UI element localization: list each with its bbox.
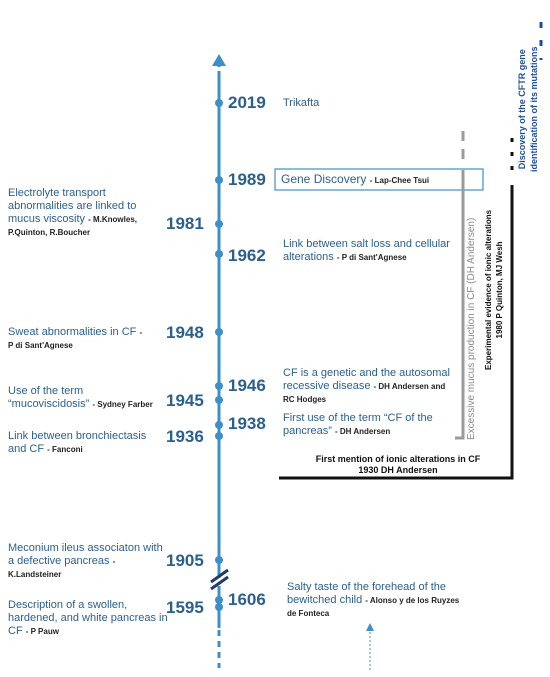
event-trikafta — [283, 97, 319, 110]
timeline-dot — [215, 556, 223, 564]
mucus-bracket-line — [455, 170, 463, 438]
year-1989: 1989 — [228, 170, 266, 189]
event-salt-loss — [283, 238, 453, 264]
ionic-evidence-label — [483, 210, 505, 370]
event-electrolyte — [8, 187, 168, 239]
timeline-dot — [215, 382, 223, 390]
mucus-production-label: Excessive mucus production in CF (DH Andersen) — [466, 217, 477, 440]
year-1595: 1595 — [166, 598, 204, 617]
event-text: Electrolyte transport abnormalities are linked to mucus viscosity — [8, 187, 137, 225]
ionic-evidence-line2: 1980 P Quinton, MJ Wesh — [495, 241, 504, 339]
event-sweat — [8, 326, 148, 352]
event-author: - M.Knowles, P.Quinton, R.Boucher — [8, 215, 137, 237]
event-text: Use of the term “mucoviscidosis” — [8, 385, 90, 410]
event-author: - Fanconi — [47, 445, 83, 454]
event-first-use — [283, 412, 455, 438]
event-text: Trikafta — [283, 97, 320, 109]
event-gene-discovery — [281, 173, 429, 187]
timeline-dot — [215, 603, 223, 611]
year-1936: 1936 — [166, 427, 204, 446]
event-bronchiectasis — [8, 430, 150, 456]
event-author: - K.Landsteiner — [8, 557, 116, 579]
year-1945: 1945 — [166, 391, 204, 410]
ionic-evidence-line1: Experimental evidence of ionic alterations — [484, 209, 493, 370]
event-text: Gene Discovery — [281, 172, 367, 186]
timeline-dot — [215, 421, 223, 429]
event-author: - Sydney Farber — [92, 400, 153, 409]
event-text: Meconium ileus associaton with a defective pancreas — [8, 542, 163, 567]
year-1905: 1905 — [166, 551, 204, 570]
event-author: - Alonso y de los Ruyzes de Fonteca — [287, 596, 460, 618]
event-text: First use of the term “CF of the pancreas” — [283, 412, 433, 437]
cftr-discovery-line2: identification of its mutations — [529, 46, 539, 172]
cftr-discovery-label — [516, 47, 540, 173]
event-author: - DH Andersen — [334, 427, 391, 436]
event-author: - P di Sant'Agnese — [8, 328, 143, 350]
first-mention-line1: First mention of ionic alterations in CF — [315, 454, 481, 464]
first-mention-note — [288, 454, 508, 476]
event-author: - Lap-Chee Tsui — [369, 176, 430, 185]
event-text: Sweat abnormalities in CF — [8, 326, 137, 338]
event-genetic-disease — [283, 367, 455, 406]
pointer-arrowhead — [366, 623, 374, 631]
event-author: - DH Andersen and RC Hodges — [283, 382, 446, 404]
year-1946: 1946 — [228, 376, 266, 395]
timeline-dot — [215, 220, 223, 228]
event-text: Description of a swollen, hardened, and white pancreas in CF — [8, 599, 168, 637]
event-author: - P di Sant'Agnese — [336, 253, 407, 262]
timeline-dot — [215, 396, 223, 404]
event-author: - P Pauw — [25, 627, 59, 636]
year-1981: 1981 — [166, 214, 204, 233]
event-pancreas — [8, 599, 168, 638]
timeline-dot — [215, 99, 223, 107]
timeline-arrowhead — [212, 54, 226, 66]
timeline-dot — [215, 176, 223, 184]
timeline-dot — [215, 328, 223, 336]
event-text: Salty taste of the forehead of the bewitched child — [287, 581, 446, 606]
event-text: CF is a genetic and the autosomal recessive disease — [283, 367, 450, 392]
year-1606: 1606 — [228, 590, 266, 609]
event-text: Link between bronchiectasis and CF — [8, 430, 147, 455]
event-salty-taste — [287, 581, 465, 620]
year-1948: 1948 — [166, 323, 204, 342]
event-mucoviscidosis — [8, 385, 162, 411]
year-1962: 1962 — [228, 246, 266, 265]
cftr-discovery-line1: Discovery of the CFTR gene — [517, 49, 527, 170]
timeline-dot — [215, 432, 223, 440]
timeline-dot — [215, 250, 223, 258]
event-meconium — [8, 542, 168, 581]
event-text: Link between salt loss and cellular alterations — [283, 238, 450, 263]
first-mention-line2: 1930 DH Andersen — [358, 465, 438, 475]
year-1938: 1938 — [228, 414, 266, 433]
timeline-dot — [215, 596, 223, 604]
year-2019: 2019 — [228, 93, 266, 112]
